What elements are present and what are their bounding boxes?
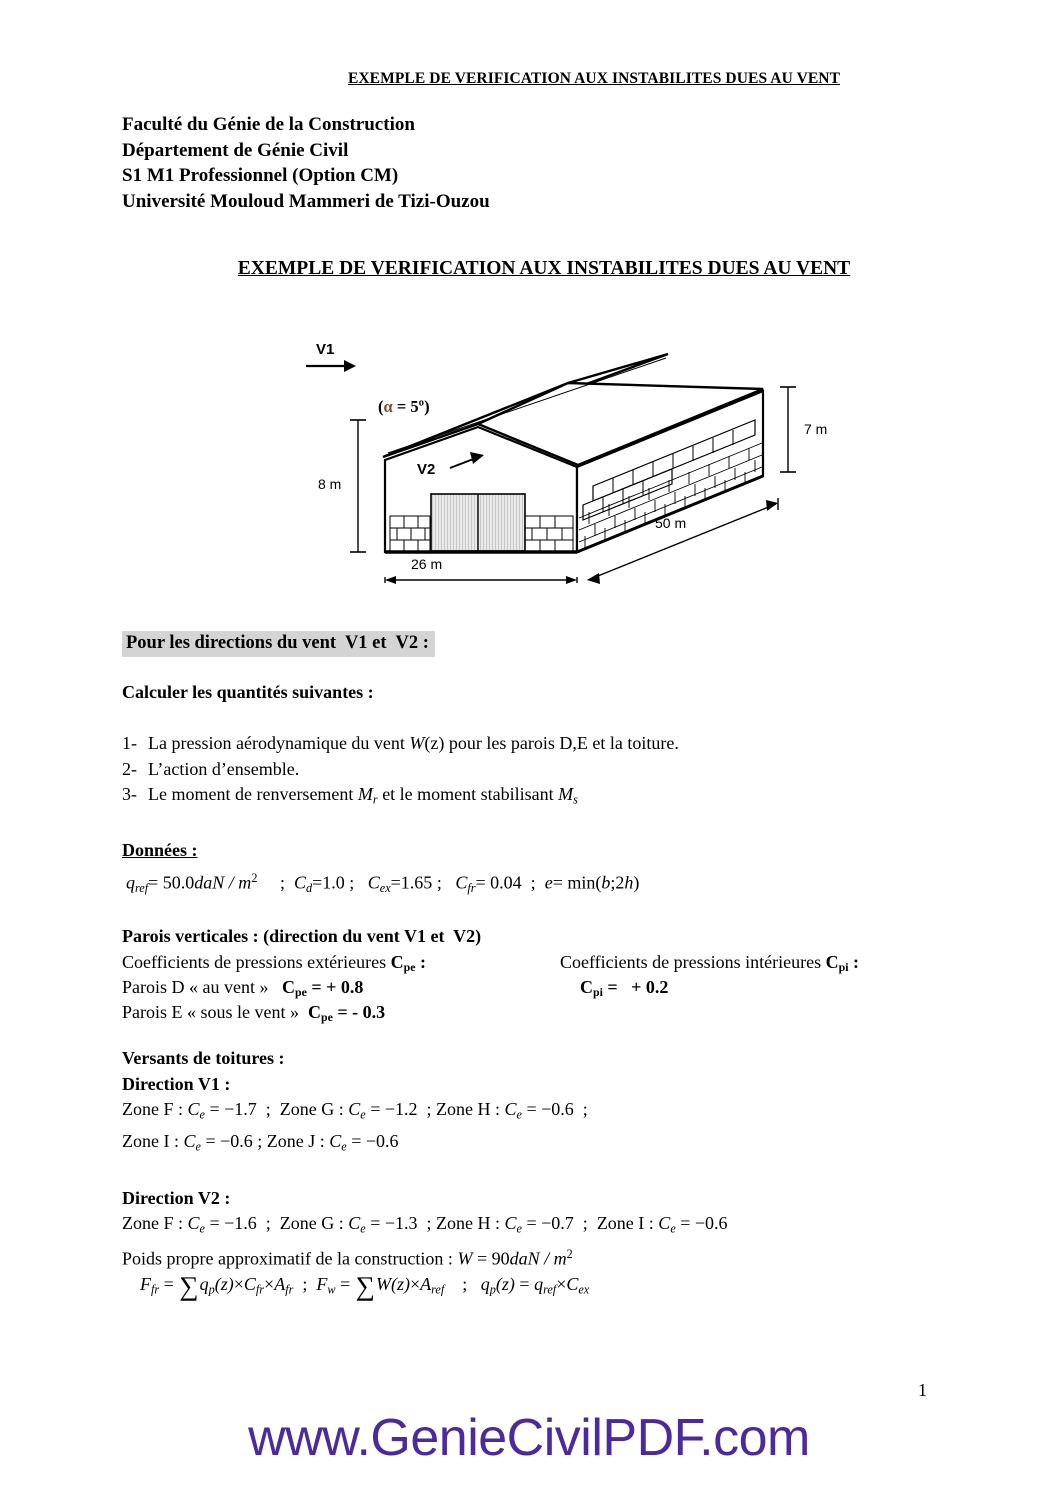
v1-zone-j-value: = −0.6 <box>346 1131 399 1151</box>
cpi-colon: : <box>848 952 860 972</box>
summation-symbol-1: ∑ <box>179 1270 199 1301</box>
question-2-text: L’action d’ensemble. <box>148 758 300 779</box>
question-3-sub-s: s <box>573 792 578 807</box>
donnees-sep-3: ; <box>432 872 456 893</box>
parois-d-text: Parois D « au vent » <box>122 977 282 997</box>
affiliation-line-3: S1 M1 Professionnel (Option CM) <box>122 165 399 186</box>
calc-heading: Calculer les quantités suivantes : <box>122 682 374 702</box>
f-fr-a-symbol: A <box>274 1274 286 1294</box>
q-ref-symbol: q <box>126 872 135 893</box>
poids-unit: daN / m <box>509 1248 567 1269</box>
f-fr-c-subscript: fr <box>255 1282 265 1297</box>
direction-v1-heading: Direction V1 : <box>122 1074 231 1094</box>
v2-zone-f-value: = −1.6 <box>204 1213 257 1233</box>
qp-qref-symbol: q <box>534 1274 544 1294</box>
v1-zone-h-subscript: e <box>516 1107 522 1122</box>
parois-d-subscript: pe <box>294 985 307 1000</box>
v2-zone-i-symbol: C <box>658 1213 671 1233</box>
v1-zone-f-value: = −1.7 <box>204 1099 257 1119</box>
poids-unit-exponent: 2 <box>566 1247 573 1261</box>
poids-value: = 90 <box>472 1248 510 1269</box>
v1-zone-j-label: Zone J : <box>266 1131 330 1151</box>
f-w-symbol: F <box>316 1274 328 1294</box>
dimension-7m-label: 7 m <box>804 421 828 437</box>
v1-sep-2: ; <box>417 1099 437 1119</box>
running-header <box>0 70 1058 88</box>
e-h: h <box>624 872 634 893</box>
formula-separator-1: ; <box>293 1274 317 1294</box>
f-w-W-symbol: W <box>375 1274 391 1294</box>
e-symbol: e <box>544 872 553 893</box>
v2-zone-i-label: Zone I : <box>596 1213 659 1233</box>
cpe-subscript: pe <box>403 960 416 975</box>
f-fr-symbol: F <box>140 1274 151 1294</box>
v1-zone-h-label: Zone H : <box>436 1099 505 1119</box>
qp-qref-subscript: ref <box>543 1282 557 1297</box>
f-fr-a-subscript: fr <box>285 1282 294 1297</box>
watermark-url: www.GenieCivilPDF.com <box>248 1409 810 1467</box>
poids-symbol: W <box>457 1248 473 1269</box>
parois-e-text: Parois E « sous le vent » <box>122 1002 308 1022</box>
qp-symbol: q <box>480 1274 490 1294</box>
cex-symbol: C <box>367 872 380 893</box>
qp-equals: = <box>514 1274 535 1294</box>
parois-d-value: = + 0.8 <box>306 977 364 997</box>
e-close: ) <box>633 872 640 893</box>
parois-e-symbol: C <box>308 1002 321 1022</box>
cpe-symbol: C <box>390 952 404 972</box>
wind-v1-arrow-head <box>344 360 356 372</box>
cfr-subscript: fr <box>467 880 476 895</box>
parois-heading: Parois verticales : (direction du vent V1 et V2) <box>122 926 482 946</box>
dimension-26m-label: 26 m <box>411 556 443 572</box>
building-diagram <box>300 334 840 584</box>
question-1-paren: (z) <box>424 733 445 753</box>
summation-symbol-2: ∑ <box>355 1270 375 1301</box>
v1-zone-j-symbol: C <box>329 1131 342 1151</box>
page-title <box>0 258 1058 280</box>
qp-z: (z) <box>495 1274 515 1294</box>
qp-cex-symbol: C <box>566 1274 579 1294</box>
v1-zone-line-2 <box>122 1129 399 1159</box>
v1-zone-i-value: = −0.6 <box>200 1131 253 1151</box>
running-header-text: EXEMPLE DE VERIFICATION AUX INSTABILITES DUES AU VENT <box>347 70 841 87</box>
cex-value: =1.65 <box>390 872 433 893</box>
section-heading-directions: Pour les directions du vent V1 et V2 : <box>122 631 435 657</box>
donnees-sep-2: ; <box>344 872 368 893</box>
f-fr-z: (z) <box>214 1274 234 1294</box>
affiliation-line-1: Faculté du Génie de la Construction <box>122 114 415 135</box>
versants-heading: Versants de toitures : <box>122 1048 285 1068</box>
v2-zone-h-subscript: e <box>516 1221 522 1236</box>
f-fr-times-2: × <box>264 1274 275 1294</box>
direction-v2-heading: Direction V2 : <box>122 1188 231 1208</box>
v2-sep-2: ; <box>417 1213 437 1233</box>
parois-e-subscript: pe <box>321 1010 333 1025</box>
poids-propre-text: Poids propre approximatif de la construction : <box>122 1248 458 1269</box>
cex-subscript: ex <box>379 880 391 895</box>
cpe-column-label-text: Coefficients de pressions extérieures <box>122 952 391 972</box>
q-ref-unit: daN / m <box>194 872 252 893</box>
question-item-3 <box>122 782 679 813</box>
f-w-times: × <box>409 1274 421 1294</box>
building-diagram-svg <box>300 334 840 584</box>
parois-e-row <box>122 1000 385 1030</box>
question-1-number: 1- <box>122 733 137 753</box>
question-1-text-a: La pression aérodynamique du vent <box>148 733 410 753</box>
donnees-heading: Données : <box>122 840 198 860</box>
v1-zone-line-1 <box>122 1097 588 1127</box>
f-w-z: (z) <box>390 1274 410 1294</box>
v1-zone-j-subscript: e <box>341 1139 347 1154</box>
v1-zone-i-label: Zone I : <box>122 1131 184 1151</box>
v1-zone-i-symbol: C <box>183 1131 196 1151</box>
donnees-sep-4: ; <box>521 872 545 893</box>
q-ref-unit-exponent: 2 <box>251 871 258 885</box>
v2-zone-g-symbol: C <box>348 1213 361 1233</box>
v1-sep-4: ; <box>252 1131 267 1151</box>
question-1-var: W <box>409 733 425 753</box>
wind-v2-label: V2 <box>417 461 436 478</box>
v2-sep-3: ; <box>573 1213 597 1233</box>
dimension-26m-arrow-head-right <box>566 576 577 584</box>
cpi-subscript: pi <box>838 960 849 975</box>
v2-zone-line-1 <box>122 1211 728 1241</box>
questions-list <box>122 731 679 813</box>
qp-cex-subscript: ex <box>578 1282 590 1297</box>
v2-zone-f-symbol: C <box>187 1213 200 1233</box>
e-value: = min( <box>552 872 602 893</box>
v1-zone-f-symbol: C <box>187 1099 200 1119</box>
question-2-number: 2- <box>122 758 137 779</box>
cpe-colon: : <box>415 952 426 972</box>
formula-separator-2: ; <box>444 1274 481 1294</box>
donnees-formula-line <box>126 866 639 901</box>
cd-subscript: d <box>305 880 313 895</box>
v1-zone-h-symbol: C <box>504 1099 517 1119</box>
q-ref-value: = 50.0 <box>148 872 195 893</box>
question-item-2 <box>122 757 679 783</box>
dimension-8m-label: 8 m <box>318 476 342 492</box>
affiliation-line-2: Département de Génie Civil <box>122 139 349 161</box>
e-semicolon: ;2 <box>610 872 625 893</box>
page-title-text: EXEMPLE DE VERIFICATION AUX INSTABILITES DUES AU VENT <box>237 258 851 279</box>
f-fr-subscript: fr <box>151 1282 160 1297</box>
question-3-text-a: Le moment de renversement <box>148 784 358 804</box>
question-3-text-b: et le moment stabilisant <box>377 784 559 804</box>
page-number: 1 <box>918 1380 927 1400</box>
dimension-50m-arrow-head-left <box>587 573 600 584</box>
cpi-value-subscript: pi <box>593 985 603 1000</box>
v1-zone-i-subscript: e <box>195 1139 201 1154</box>
f-fr-c-symbol: C <box>243 1274 256 1294</box>
dimension-26m-arrow-head-left <box>385 576 396 584</box>
v2-zone-f-subscript: e <box>199 1221 205 1236</box>
v2-zone-g-label: Zone G : <box>279 1213 349 1233</box>
poids-propre-line <box>122 1242 573 1271</box>
final-formulas-line <box>140 1272 589 1302</box>
question-3-sub-r: r <box>372 792 378 807</box>
v1-zone-g-value: = −1.2 <box>365 1099 418 1119</box>
v1-zone-f-label: Zone F : <box>122 1099 188 1119</box>
v2-zone-h-label: Zone H : <box>436 1213 505 1233</box>
v2-zone-g-subscript: e <box>360 1221 366 1236</box>
f-fr-qp-subscript: p <box>208 1282 215 1297</box>
v2-zone-h-value: = −0.7 <box>521 1213 574 1233</box>
e-b: b <box>601 872 611 893</box>
cfr-value: = 0.04 <box>475 872 522 893</box>
v2-sep-1: ; <box>256 1213 280 1233</box>
wind-v1-label: V1 <box>316 341 335 358</box>
q-ref-subscript: ref <box>135 880 149 895</box>
f-fr-equals: = <box>159 1274 179 1294</box>
question-3-var-ms: M <box>558 784 574 804</box>
v1-zone-h-value: = −0.6 <box>521 1099 574 1119</box>
qp-subscript: p <box>489 1282 496 1297</box>
v2-zone-i-value: = −0.6 <box>675 1213 728 1233</box>
cfr-symbol: C <box>455 872 468 893</box>
f-fr-times-1: × <box>233 1274 244 1294</box>
parois-d-symbol: C <box>281 977 295 997</box>
f-fr-qp-symbol: q <box>199 1274 209 1294</box>
donnees-sep-1: ; <box>257 872 294 893</box>
question-3-number: 3- <box>122 784 137 804</box>
dimension-50m-label: 50 m <box>655 515 687 531</box>
question-1-text-b: pour les parois D,E et la toiture. <box>444 733 679 753</box>
v1-zone-g-subscript: e <box>360 1107 366 1122</box>
cpi-column-label-text: Coefficients de pressions intérieures <box>560 952 826 972</box>
question-item-1 <box>122 731 679 757</box>
f-w-equals: = <box>335 1274 355 1294</box>
cpi-value-number: = + 0.2 <box>602 977 669 997</box>
affiliation-block <box>122 112 490 214</box>
v1-zone-g-label: Zone G : <box>279 1099 349 1119</box>
cd-value: =1.0 <box>312 872 345 893</box>
parois-e-value: = - 0.3 <box>332 1002 386 1022</box>
affiliation-line-4: Université Mouloud Mammeri de Tizi-Ouzou <box>122 190 490 212</box>
v1-sep-3: ; <box>573 1099 588 1119</box>
dimension-50m-arrow-head-right <box>766 500 778 511</box>
roof-angle-label: (α = 5º) <box>378 397 430 416</box>
v1-zone-f-subscript: e <box>199 1107 205 1122</box>
v2-zone-h-symbol: C <box>504 1213 517 1233</box>
cd-symbol: C <box>293 872 306 893</box>
cpi-value-symbol: C <box>580 977 593 997</box>
v2-zone-g-value: = −1.3 <box>365 1213 418 1233</box>
cpi-symbol: C <box>825 952 839 972</box>
f-w-a-subscript: ref <box>431 1282 445 1297</box>
qp-times: × <box>556 1274 567 1294</box>
question-3-var-mr: M <box>357 784 373 804</box>
f-w-subscript: w <box>327 1282 336 1297</box>
v2-zone-i-subscript: e <box>670 1221 676 1236</box>
v2-zone-f-label: Zone F : <box>122 1213 188 1233</box>
cpi-value-row <box>580 975 668 1005</box>
f-w-a-symbol: A <box>420 1274 432 1294</box>
v1-zone-g-symbol: C <box>348 1099 361 1119</box>
v1-sep-1: ; <box>256 1099 280 1119</box>
